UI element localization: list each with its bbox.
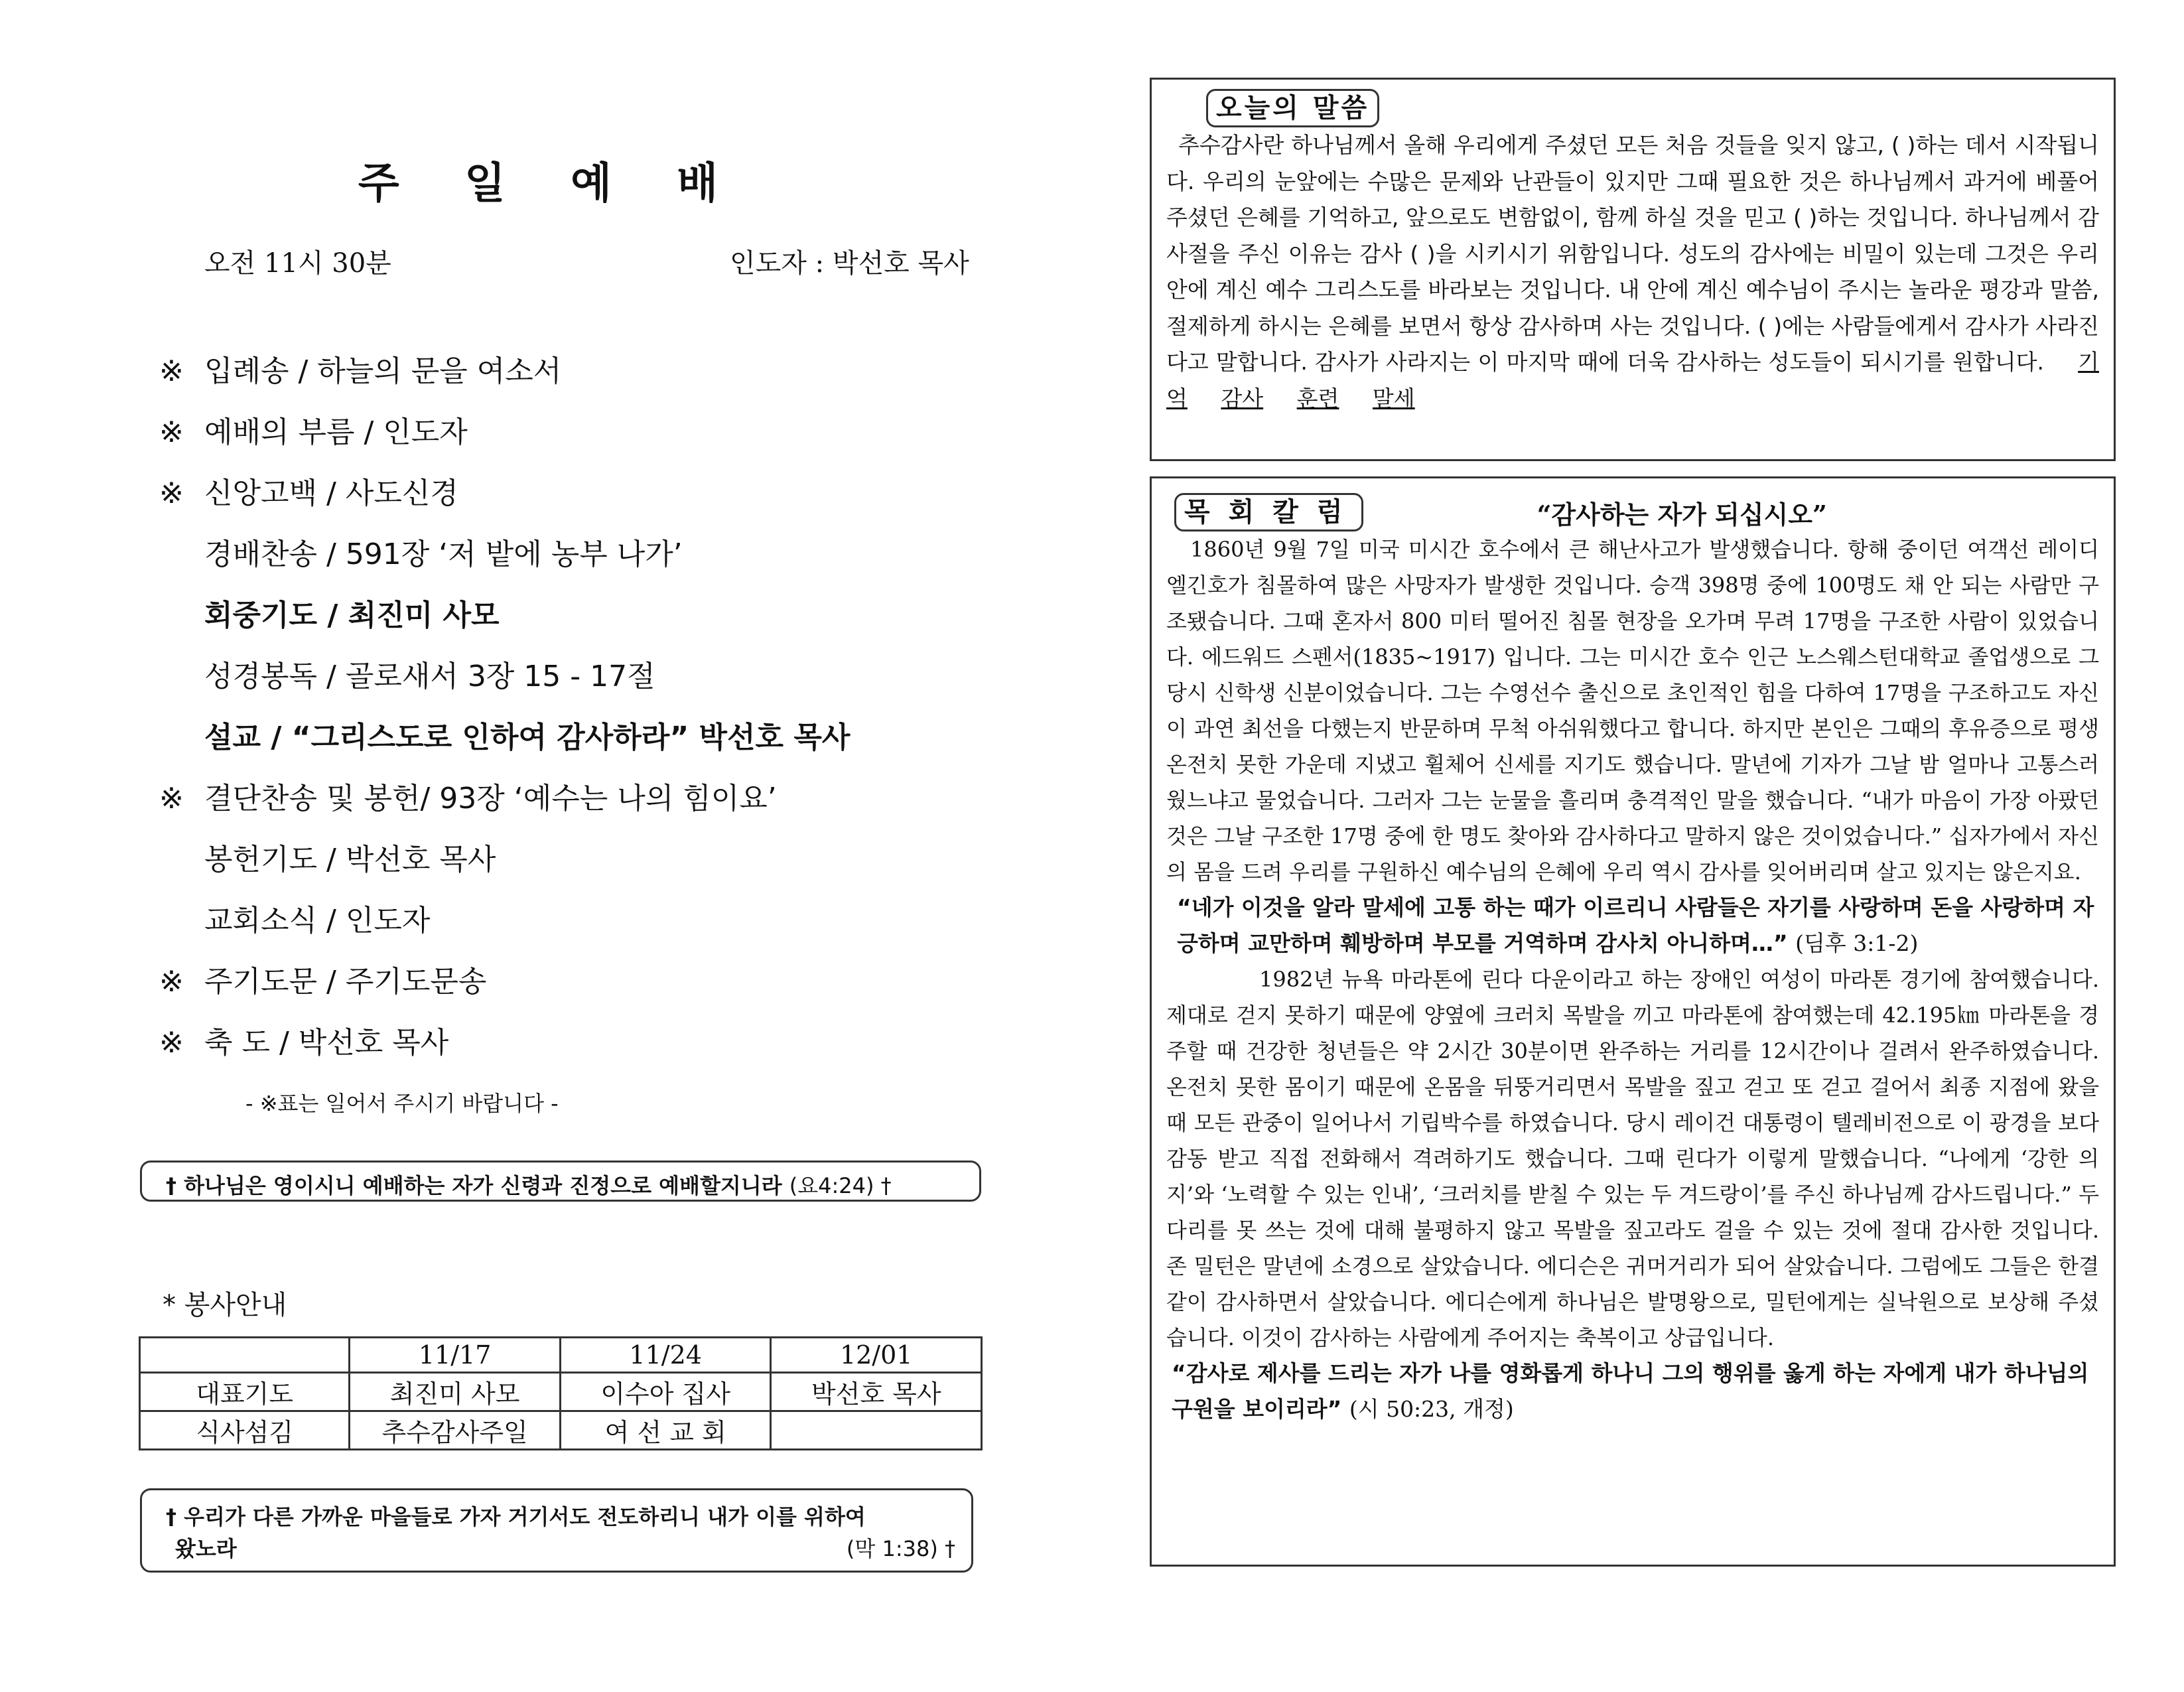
standing-mark-icon: ※ — [159, 476, 184, 510]
order-item-sermon: 설교 / “그리스도로 인하여 감사하라” 박선호 목사 — [204, 721, 851, 754]
table-cell: 여 선 교 회 — [560, 1411, 771, 1450]
worship-order — [159, 352, 850, 1084]
column-header: 11/17 — [350, 1338, 561, 1373]
order-item: ※ 축 도 / 박선호 목사 — [159, 1023, 850, 1084]
table-row — [140, 1373, 982, 1411]
order-item: ※ 주기도문 / 주기도문송 — [159, 962, 850, 1023]
order-item: 봉헌기도 / 박선호 목사 — [204, 843, 496, 877]
row-label: 식사섬김 — [140, 1411, 350, 1450]
order-item: ※ 입례송 / 하늘의 문을 여소서 — [159, 352, 850, 413]
scripture-ref: (시 50:23, 개정) — [1349, 1396, 1514, 1422]
scripture-ref: (딤후 3:1-2) — [1795, 930, 1919, 956]
answer-item: 감사 — [1221, 385, 1264, 411]
column-paragraph: 1982년 뉴욕 마라톤에 린다 다운이라고 하는 장애인 여성이 마라톤 경기에 참여했습니다. 제대로 걷지 못하기 때문에 양옆에 크러치 목발을 끼고 마라톤에 참여했는데 42.195㎞ 마라톤을 경주할 때 건강한 청년들은 약 2시간 30분이면 완주하는 거리를 12시간이나 걸려서 완주하였습니다. 온전치 못한 몸이기 때문에 온몸을 뒤뚱거리면서 목발을 짚고 걷고 또 걷고 걸어서 최종 지점에 왔을 때 모든 관중이 일어나서 기립박수를 하였습니다. 당시 레이건 대통령이 텔레비전으로 이 광경을 보다 감동 받고 직접 전화해서 격려하기도 했습니다. 그때 린다가 이렇게 말했습니다. “나에게 ‘강한 의지’와 ‘노력할 수 있는 인내’, ‘크러치를 받칠 수 있는 두 겨드랑이’를 주신 하나님께 감사드립니다.” 두 다리를 못 쓰는 것에 대해 불평하지 않고 목발을 짚고라도 걸을 수 있는 것에 절대 감사한 것입니다. 존 밀턴은 말년에 소경으로 살았습니다. 에디슨은 귀머거리가 되어 살았습니다. 그럼에도 그들은 한결같이 감사하면서 살았습니다. 에디슨에게 하나님은 발명왕으로, 밀턴에게는 실낙원으로 보상해 주셨습니다. 이것이 감사하는 사람에게 주어지는 축복이고 상급입니다. — [1166, 967, 2099, 1350]
answer-item: 말세 — [1372, 385, 1415, 411]
today-word-label: 오늘의 말씀 — [1206, 89, 1379, 127]
column-header: 12/01 — [771, 1338, 982, 1373]
page-title: 주 일 예 배 — [358, 159, 744, 208]
row-label: 대표기도 — [140, 1373, 350, 1411]
table-row — [140, 1411, 982, 1450]
column-title: “감사하는 자가 되십시오” — [1536, 499, 1827, 529]
order-item: 성경봉독 / 골로새서 3장 15 - 17절 — [204, 660, 655, 693]
pastor-column-label: 목회칼럼 — [1174, 493, 1363, 531]
answer-item: 기억 — [1166, 349, 2099, 411]
standing-mark-icon: ※ — [159, 965, 184, 999]
verse-ref: (막 1:38) † — [846, 1536, 955, 1561]
today-word-text: 추수감사란 하나님께서 올해 우리에게 주셨던 모든 처음 것들을 잊지 않고, ( )하는 데서 시작됩니다. 우리의 눈앞에는 수많은 문제와 난관들이 있지만 그때 필요한 것은 하나님께서 과거에 베풀어 주셨던 은혜를 기억하고, 앞으로도 변함없이, 함께 하실 것을 믿고 ( )하는 것입니다. 하나님께서 감사절을 주신 이유는 감사 ( )을 시키시기 위함입니다. 성도의 감사에는 비밀이 있는데 그것은 우리 안에 계신 예수 그리스도를 바라보는 것입니다. 내 안에 계신 예수님이 주시는 놀라운 평강과 말씀, 절제하게 하시는 은혜를 보면서 항상 감사하며 사는 것입니다. ( )에는 사람들에게서 감사가 사라진다고 말합니다. 감사가 사라지는 이 마지막 때에 더욱 감사하는 성도들이 되시기를 원합니다. 기억 감사 훈련 말세 — [1166, 132, 2099, 411]
standing-mark-icon: ※ — [159, 354, 184, 388]
standing-notice: - ※표는 일어서 주시기 바랍니다 - — [245, 1091, 559, 1116]
today-word-panel — [1150, 78, 2116, 461]
scripture-quote: “네가 이것을 알라 말세에 고통 하는 때가 이르리니 사람들은 자기를 사랑하며 돈을 사랑하며 자긍하며 교만하며 훼방하며 부모를 거역하며 감사치 아니하며…” (딤후 3:1-2) — [1177, 894, 2094, 956]
order-item: 회중기도 / 최진미 사모 — [204, 599, 500, 632]
standing-mark-icon: ※ — [159, 1026, 184, 1060]
order-item: ※ 신앙고백 / 사도신경 — [159, 474, 850, 535]
column-header: 11/24 — [560, 1338, 771, 1373]
order-item: ※ 예배의 부름 / 인도자 — [159, 413, 850, 474]
order-item: 교회소식 / 인도자 — [204, 904, 431, 938]
service-leader: 인도자 : 박선호 목사 — [730, 248, 969, 279]
table-cell: 박선호 목사 — [771, 1373, 982, 1411]
verse-ref: (요4:24) † — [789, 1173, 892, 1198]
verse-box-john — [140, 1161, 981, 1202]
standing-mark-icon: ※ — [159, 415, 184, 449]
verse-text-cont: 왔노라 — [175, 1536, 237, 1561]
column-paragraph: 1860년 9월 7일 미국 미시간 호수에서 큰 해난사고가 발생했습니다. 항해 중이던 여객선 레이디 엘긴호가 침몰하여 많은 사망자가 발생한 것입니다. 승객 398명 중에 100명도 채 안 되는 사람만 구조됐습니다. 그때 혼자서 800 미터 떨어진 침몰 현장을 오가며 무려 17명을 구조한 사람이 있었습니다. 에드워드 스펜서(1835~1917) 입니다. 그는 미시간 호수 인근 노스웨스턴대학교 졸업생으로 그 당시 신학생 신분이었습니다. 그는 수영선수 출신으로 초인적인 힘을 다하여 17명을 구조하고도 자신이 과연 최선을 다했는지 반문하며 무척 아쉬워했다고 합니다. 하지만 본인은 그때의 후유증으로 평생 온전치 못한 가운데 지냈고 휠체어 신세를 지기도 했습니다. 말년에 기자가 그날 밤 얼마나 고통스러웠느냐고 물었습니다. 그러자 그는 눈물을 흘리며 충격적인 말을 했습니다. “내가 마음이 가장 아팠던 것은 그날 구조한 17명 중에 한 명도 찾아와 감사하다고 말하지 않은 것이었습니다.” 십자가에서 자신의 몸을 드려 우리를 구원하신 예수님의 은혜에 우리 역시 감사를 잊어버리며 살고 있지는 않은지요. — [1166, 537, 2099, 884]
verse-text: † 우리가 다른 가까운 마을들로 가자 거기서도 전도하리니 내가 이를 위하여 — [166, 1504, 866, 1529]
pastor-column-panel — [1150, 476, 2116, 1567]
scripture-quote: “감사로 제사를 드리는 자가 나를 영화롭게 하나니 그의 행위를 옳게 하는 자에게 내가 하나님의 구원을 보이리라” (시 50:23, 개정) — [1172, 1360, 2089, 1422]
order-item: 경배찬송 / 591장 ‘저 밭에 농부 나가’ — [204, 537, 683, 571]
standing-mark-icon: ※ — [159, 782, 184, 815]
table-cell: 추수감사주일 — [350, 1411, 561, 1450]
verse-box-mark — [140, 1488, 973, 1573]
order-item: ※ 결단찬송 및 봉헌/ 93장 ‘예수는 나의 힘이요’ — [159, 779, 850, 840]
answer-item: 훈련 — [1296, 385, 1339, 411]
table-cell: 최진미 사모 — [350, 1373, 561, 1411]
table-cell — [771, 1411, 982, 1450]
service-time: 오전 11시 30분 — [204, 248, 391, 279]
table-cell: 이수아 집사 — [560, 1373, 771, 1411]
table-header-row — [140, 1338, 982, 1373]
verse-text: † 하나님은 영이시니 예배하는 자가 신령과 진정으로 예배할지니라 — [166, 1173, 782, 1198]
service-table — [139, 1336, 983, 1450]
service-heading: * 봉사안내 — [163, 1290, 287, 1320]
